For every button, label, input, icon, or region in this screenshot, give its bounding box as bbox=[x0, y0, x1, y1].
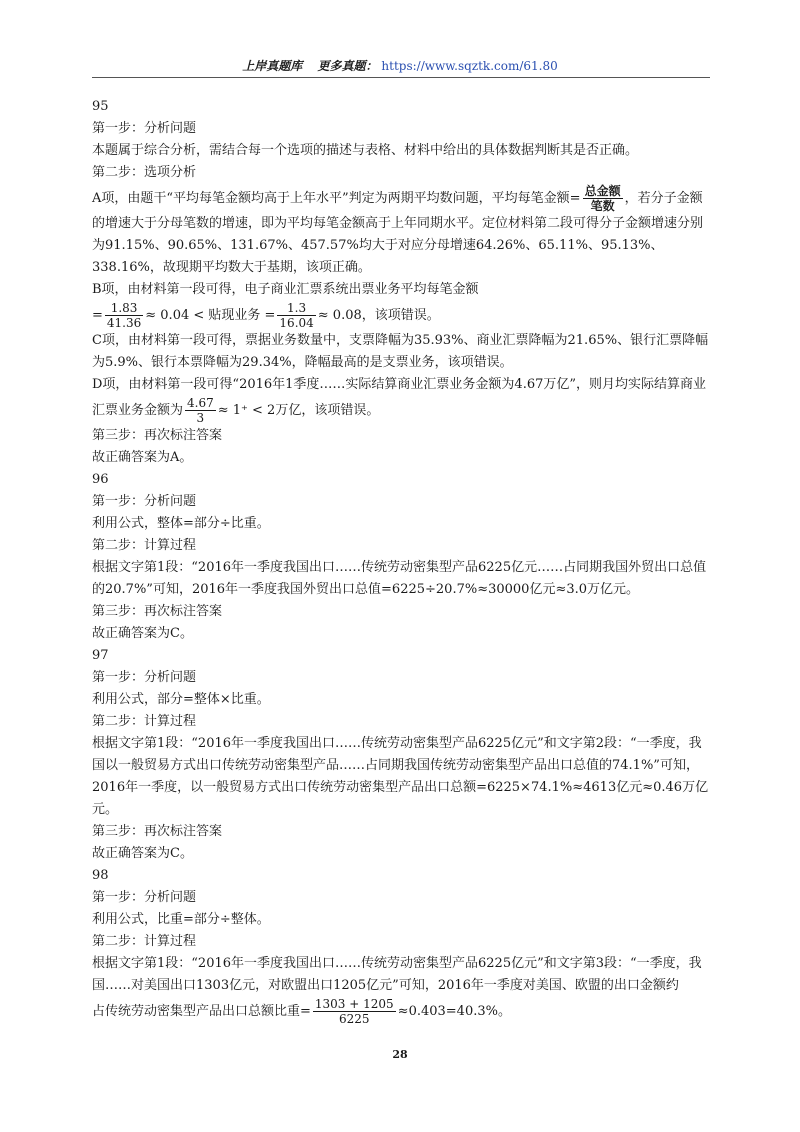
text-line: 96 bbox=[92, 472, 109, 487]
option-a-text: A项，由题干“平均每笔金额均高于上年水平”判定为两期平均数问题，平均每笔金额= bbox=[92, 191, 581, 206]
option-a-text-cont: ，若分子金额的增速大于分母笔数的增速，即为平均每笔金额高于上年同期水平。定位材料第二段可得分子金额增速分别为91.15%、90.65%、131.67%、457.57%均大于对应分母增速64.26%、65.11%、95.13%、338.16%，故现期平均数大于基期，该项正确。 bbox=[92, 191, 704, 275]
text-line: 第二步：计算过程 bbox=[92, 538, 197, 553]
text-line: 故正确答案为C。 bbox=[92, 846, 193, 861]
header-brand: 上岸真题库 bbox=[242, 59, 303, 73]
final-fraction bbox=[313, 997, 396, 1026]
text-line: 利用公式，整体=部分÷比重。 bbox=[92, 516, 270, 531]
option-b-paragraph: B项，由材料第一段可得，电子商业汇票系统出票业务平均每笔金额 bbox=[92, 282, 479, 297]
header-url-link[interactable]: https://www.sqztk.com/61.80 bbox=[381, 59, 558, 73]
option-b-math bbox=[92, 301, 712, 330]
fraction-numerator: 1.3 bbox=[277, 301, 315, 316]
option-d-text-cont: ≈ 1⁺ < 2万亿，该项错误。 bbox=[217, 403, 380, 418]
final-text: 占传统劳动密集型产品出口总额比重= bbox=[92, 1004, 311, 1019]
text-line: 利用公式，部分=整体×比重。 bbox=[92, 692, 270, 707]
fraction-denominator: 41.36 bbox=[106, 316, 142, 330]
text-line: 95 bbox=[92, 99, 109, 114]
page-header bbox=[0, 58, 800, 74]
final-text-cont: ≈0.403=40.3%。 bbox=[397, 1004, 511, 1019]
fraction-denominator: 笔数 bbox=[590, 199, 615, 213]
text-line: 97 bbox=[92, 648, 109, 663]
header-divider bbox=[92, 77, 710, 78]
option-c-paragraph: C项，由材料第一段可得，票据业务数量中，支票降幅为35.93%、商业汇票降幅为21.65%、银行汇票降幅为5.9%、银行本票降幅为29.34%，降幅最高的是支票业务，该项错误。 bbox=[92, 333, 709, 370]
text-line: 第二步：计算过程 bbox=[92, 934, 197, 949]
fraction-numerator: 1303 + 1205 bbox=[314, 997, 394, 1011]
math-after: ≈ 0.08，该项错误。 bbox=[317, 308, 440, 323]
text-line: 第一步：分析问题 bbox=[92, 890, 197, 905]
text-line: 根据文字第1段：“2016年一季度我国出口……传统劳动密集型产品6225亿元……占同期我国外贸出口总值的20.7%”可知，2016年一季度我国外贸出口总值=6225÷20.7%≈30000亿元≈3.0万亿元。 bbox=[92, 560, 707, 597]
text-line: 第一步：分析问题 bbox=[92, 670, 197, 685]
fraction-denominator: 3 bbox=[196, 411, 205, 425]
fraction-numerator: 1.83 bbox=[105, 301, 143, 316]
text-line: 故正确答案为A。 bbox=[92, 450, 193, 465]
header-label: 更多真题： bbox=[317, 59, 378, 73]
option-d-text: D项，由材料第一段可得“2016年1季度……实际结算商业汇票业务金额为4.67万亿”，则月均实际结算商业汇票业务金额为 bbox=[92, 377, 707, 418]
text-line: 故正确答案为C。 bbox=[92, 626, 193, 641]
text-line: 本题属于综合分析，需结合每一个选项的描述与表格、材料中给出的具体数据判断其是否正确。 bbox=[92, 143, 639, 158]
text-line: 第一步：分析问题 bbox=[92, 494, 197, 509]
text-line: 第三步：再次标注答案 bbox=[92, 824, 223, 839]
text-line: 第二步：计算过程 bbox=[92, 714, 197, 729]
page-number: 28 bbox=[392, 1048, 408, 1061]
option-b-fraction-2 bbox=[277, 301, 315, 330]
option-a-fraction bbox=[583, 184, 623, 213]
math-mid: ≈ 0.04 < 贴现业务 = bbox=[145, 308, 276, 323]
document-body bbox=[92, 96, 712, 1026]
text-line: 根据文字第1段：“2016年一季度我国出口……传统劳动密集型产品6225亿元”和文字第3段：“一季度，我国……对美国出口1303亿元，对欧盟出口1205亿元”可知，2016年一季度对美国、欧盟的出口金额约 bbox=[92, 956, 702, 993]
option-d-paragraph bbox=[92, 374, 712, 425]
option-d-fraction bbox=[185, 396, 216, 425]
text-line: 利用公式，比重=部分÷整体。 bbox=[92, 912, 270, 927]
fraction-numerator: 总金额 bbox=[584, 184, 621, 198]
fraction-numerator: 4.67 bbox=[187, 396, 214, 410]
final-ratio-line bbox=[92, 997, 712, 1026]
text-line: 第二步：选项分析 bbox=[92, 165, 197, 180]
text-line: 第一步：分析问题 bbox=[92, 121, 197, 136]
fraction-denominator: 16.04 bbox=[279, 316, 314, 330]
option-a-paragraph bbox=[92, 184, 712, 279]
math-eq: = bbox=[92, 308, 103, 323]
text-line: 第三步：再次标注答案 bbox=[92, 604, 223, 619]
option-b-fraction-1 bbox=[105, 301, 143, 330]
text-line: 98 bbox=[92, 868, 109, 883]
fraction-denominator: 6225 bbox=[339, 1012, 370, 1026]
text-line: 根据文字第1段：“2016年一季度我国出口……传统劳动密集型产品6225亿元”和文字第2段：“一季度，我国以一般贸易方式出口传统劳动密集型产品……占同期我国传统劳动密集型产品出口总值的74.1%”可知，2016年一季度，以一般贸易方式出口传统劳动密集型产品出口总额=6225×74.1%≈4613亿元≈0.46万亿元。 bbox=[92, 736, 709, 817]
text-line: 第三步：再次标注答案 bbox=[92, 428, 223, 443]
